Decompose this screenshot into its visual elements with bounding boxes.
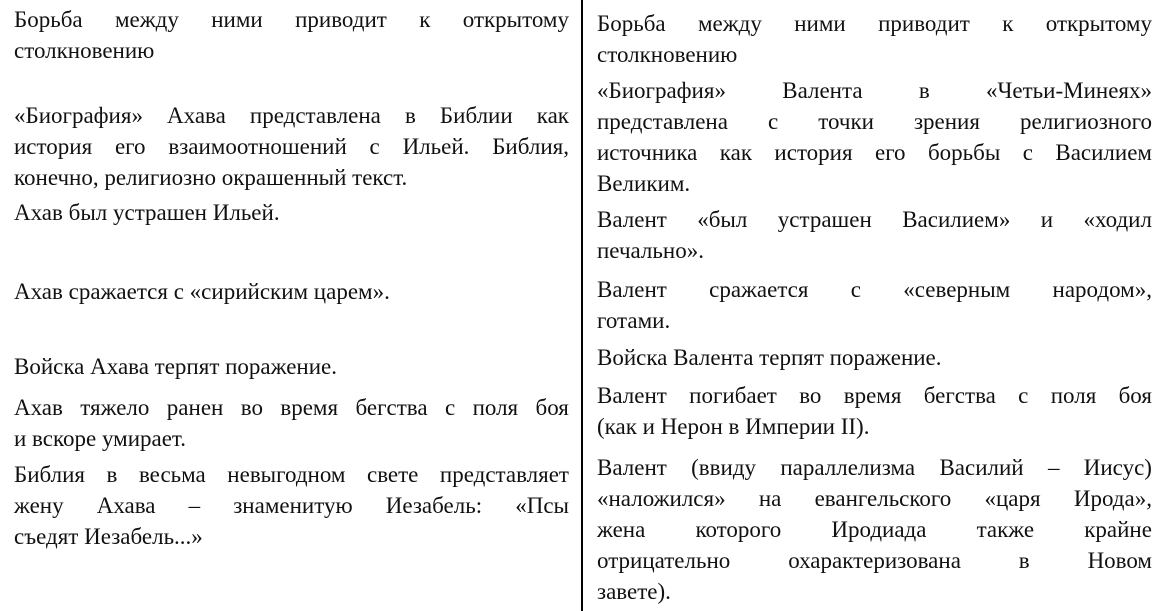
left-row-2-line-2: история его взаимоотношений с Ильей. Библия, xyxy=(14,134,569,159)
right-row-3 xyxy=(597,204,1152,266)
left-row-6-line-2: и вскоре умирает. xyxy=(14,426,187,451)
right-row-5 xyxy=(597,342,1152,373)
left-row-1 xyxy=(14,4,569,66)
left-row-6 xyxy=(14,392,569,454)
right-row-1-line-1: Борьба между ними приводит к открытому xyxy=(597,11,1152,36)
left-row-4-line-1: Ахав сражается с «сирийским царем». xyxy=(14,279,390,304)
left-row-7-line-2: жену Ахава – знаменитую Иезабель: «Псы xyxy=(14,493,569,518)
right-row-4 xyxy=(597,274,1152,336)
left-row-1-line-1: Борьба между ними приводит к открытому xyxy=(14,7,569,32)
right-row-6-line-1: Валент погибает во время бегства с поля боя xyxy=(597,383,1152,408)
right-row-6-line-2: (как и Нерон в Империи II). xyxy=(597,414,870,439)
right-row-2 xyxy=(597,75,1152,199)
left-row-7-line-3: съедят Иезабель...» xyxy=(14,524,203,549)
left-row-1-line-2: столкновению xyxy=(14,38,155,63)
right-row-7-line-5: завете). xyxy=(597,579,671,604)
left-row-5-line-1: Войска Ахава терпят поражение. xyxy=(14,354,338,379)
left-row-6-line-1: Ахав тяжело ранен во время бегства с поля боя xyxy=(14,395,569,420)
right-row-6 xyxy=(597,380,1152,442)
right-row-2-line-2: представлена с точки зрения религиозного xyxy=(597,109,1152,134)
right-row-5-line-1: Войска Валента терпят поражение. xyxy=(597,345,942,370)
left-row-7 xyxy=(14,459,569,552)
left-row-4 xyxy=(14,276,569,307)
right-row-7-line-3: жена которого Иродиада также крайне xyxy=(597,517,1152,542)
left-row-2-line-3: конечно, религиозно окрашенный текст. xyxy=(14,165,408,190)
right-row-4-line-2: готами. xyxy=(597,308,671,333)
right-row-4-line-1: Валент сражается с «северным народом», xyxy=(597,277,1152,302)
right-row-7 xyxy=(597,452,1152,607)
left-row-2-line-1: «Биография» Ахава представлена в Библии как xyxy=(14,103,569,128)
right-row-2-line-1: «Биография» Валента в «Четьи-Минеях» xyxy=(597,78,1152,103)
right-row-3-line-1: Валент «был устрашен Василием» и «ходил xyxy=(597,207,1152,232)
right-row-7-line-4: отрицательно охарактеризована в Новом xyxy=(597,548,1152,573)
left-row-2 xyxy=(14,100,569,193)
right-row-2-line-4: Великим. xyxy=(597,171,691,196)
left-row-7-line-1: Библия в весьма невыгодном свете представляет xyxy=(14,462,569,487)
right-row-1 xyxy=(597,8,1152,70)
column-divider xyxy=(581,0,583,611)
right-row-7-line-2: «наложился» на евангельского «царя Ирода», xyxy=(597,486,1152,511)
right-row-2-line-3: источника как история его борьбы с Василием xyxy=(597,140,1152,165)
right-row-7-line-1: Валент (ввиду параллелизма Василий – Иисус) xyxy=(597,455,1152,480)
right-row-1-line-2: столкновению xyxy=(597,42,738,67)
left-row-3-line-1: Ахав был устрашен Ильей. xyxy=(14,200,280,225)
right-row-3-line-2: печально». xyxy=(597,238,704,263)
left-row-5 xyxy=(14,351,569,382)
left-row-3 xyxy=(14,197,569,228)
